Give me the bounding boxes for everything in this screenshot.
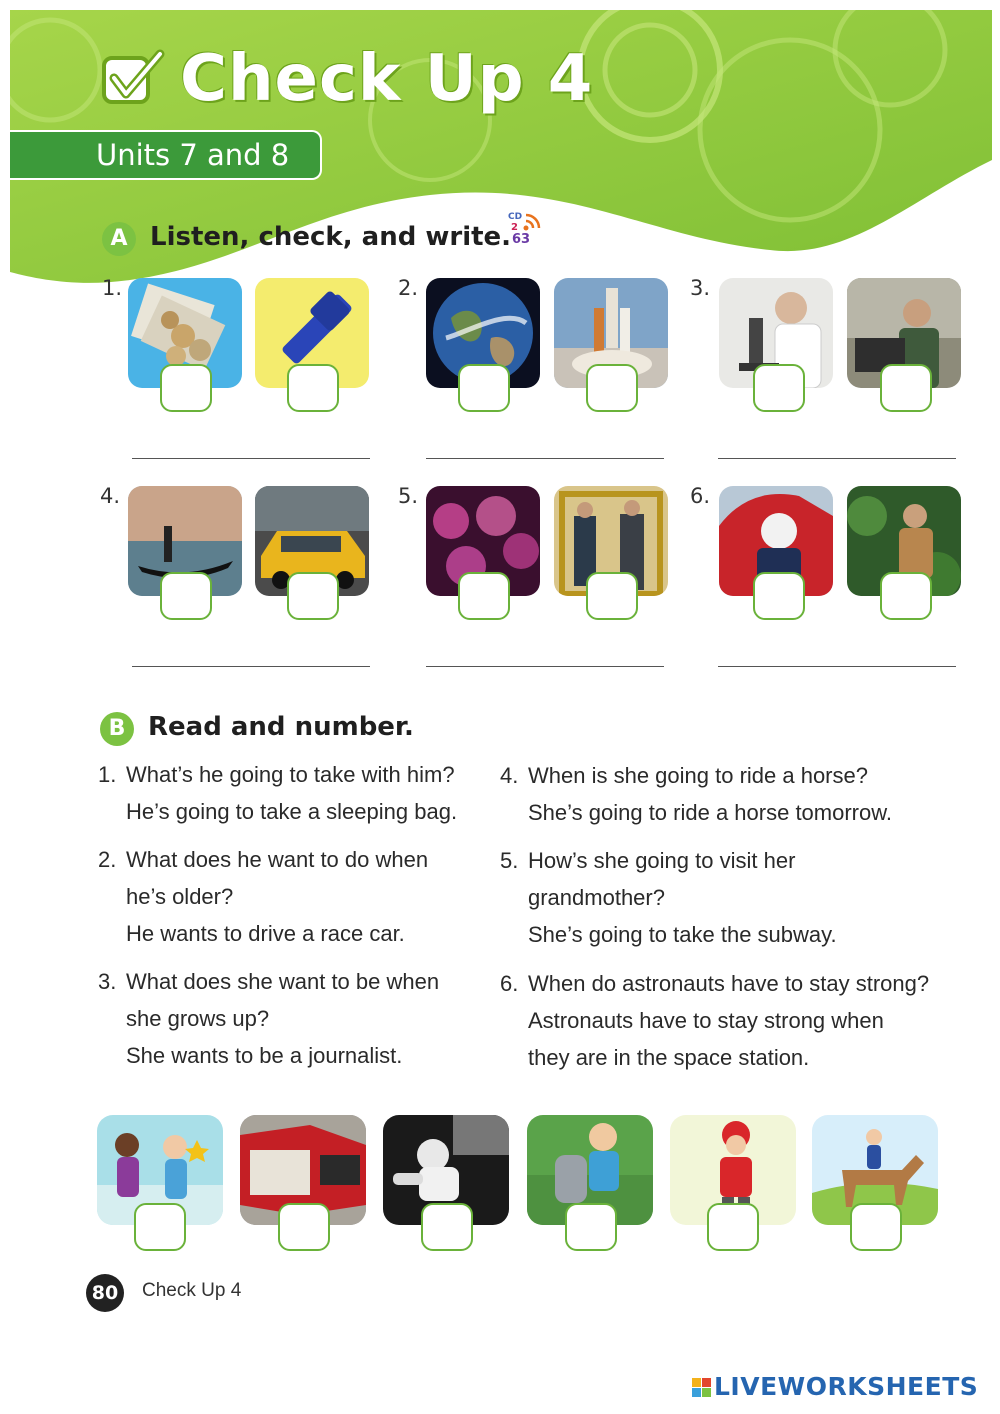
checkbox-2a[interactable]: [458, 364, 510, 412]
section-b-badge: B: [100, 712, 134, 746]
number-box-1[interactable]: [134, 1203, 186, 1251]
item-line: She’s going to ride a horse tomorrow.: [528, 800, 893, 825]
item-number: 1.: [98, 762, 117, 787]
item-line: What’s he going to take with him?: [126, 762, 455, 787]
audio-track-icon[interactable]: [506, 210, 546, 250]
item-line: they are in the space station.: [528, 1045, 810, 1070]
item-line: She’s going to take the subway.: [528, 922, 837, 947]
write-line-4[interactable]: [132, 666, 370, 667]
item-line: grandmother?: [528, 885, 665, 910]
cd-label: CD: [508, 212, 523, 222]
question-number-3: 3.: [690, 276, 711, 300]
item-number: 3.: [98, 969, 117, 994]
sound-waves-icon: [522, 212, 542, 232]
item-line: he’s older?: [126, 884, 234, 909]
number-box-3[interactable]: [421, 1203, 473, 1251]
write-line-1[interactable]: [132, 458, 370, 459]
checkbox-5a[interactable]: [458, 572, 510, 620]
logo-square-icon: [702, 1378, 711, 1387]
number-box-2[interactable]: [278, 1203, 330, 1251]
question-number-1: 1.: [102, 276, 123, 300]
item-line: Astronauts have to stay strong when: [528, 1008, 884, 1033]
checkbox-3b[interactable]: [880, 364, 932, 412]
section-a-title: Listen, check, and write.: [150, 222, 512, 252]
item-number: 2.: [98, 847, 117, 872]
item-line: He wants to drive a race car.: [126, 921, 405, 946]
number-box-6[interactable]: [850, 1203, 902, 1251]
checkbox-5b[interactable]: [586, 572, 638, 620]
checkbox-2b[interactable]: [586, 364, 638, 412]
checkbox-logo-icon: [100, 48, 166, 108]
question-number-4: 4.: [100, 484, 121, 508]
number-box-5[interactable]: [707, 1203, 759, 1251]
logo-square-icon: [702, 1388, 711, 1397]
logo-square-icon: [692, 1388, 701, 1397]
item-line: she grows up?: [126, 1006, 270, 1031]
checkbox-4a[interactable]: [160, 572, 212, 620]
item-line: When is she going to ride a horse?: [528, 763, 868, 788]
item-number: 6.: [500, 971, 519, 996]
question-number-5: 5.: [398, 484, 419, 508]
watermark-text: LIVEWORKSHEETS: [714, 1372, 979, 1401]
item-number: 4.: [500, 763, 519, 788]
item-line: He’s going to take a sleeping bag.: [126, 799, 458, 824]
checkbox-6a[interactable]: [753, 572, 805, 620]
section-a-badge: A: [102, 222, 136, 256]
page-number-badge: 80: [86, 1274, 124, 1312]
item-number: 5.: [500, 848, 519, 873]
question-number-2: 2.: [398, 276, 419, 300]
page-title: Check Up 4: [180, 42, 594, 116]
write-line-2[interactable]: [426, 458, 664, 459]
item-line: What does he want to do when: [126, 847, 429, 872]
item-line: How’s she going to visit her: [528, 848, 796, 873]
write-line-3[interactable]: [718, 458, 956, 459]
checkbox-1b[interactable]: [287, 364, 339, 412]
logo-square-icon: [692, 1378, 701, 1387]
question-number-6: 6.: [690, 484, 711, 508]
cd-disc: 2: [511, 222, 518, 233]
item-line: When do astronauts have to stay strong?: [528, 971, 930, 996]
cd-track: 63: [512, 232, 531, 247]
write-line-5[interactable]: [426, 666, 664, 667]
checkbox-1a[interactable]: [160, 364, 212, 412]
checkbox-3a[interactable]: [753, 364, 805, 412]
footer-label: Check Up 4: [142, 1280, 242, 1301]
number-box-4[interactable]: [565, 1203, 617, 1251]
item-line: She wants to be a journalist.: [126, 1043, 403, 1068]
checkbox-6b[interactable]: [880, 572, 932, 620]
item-line: What does she want to be when: [126, 969, 440, 994]
checkbox-4b[interactable]: [287, 572, 339, 620]
section-b-title: Read and number.: [148, 712, 414, 742]
units-subtitle: Units 7 and 8: [96, 138, 290, 172]
write-line-6[interactable]: [718, 666, 956, 667]
